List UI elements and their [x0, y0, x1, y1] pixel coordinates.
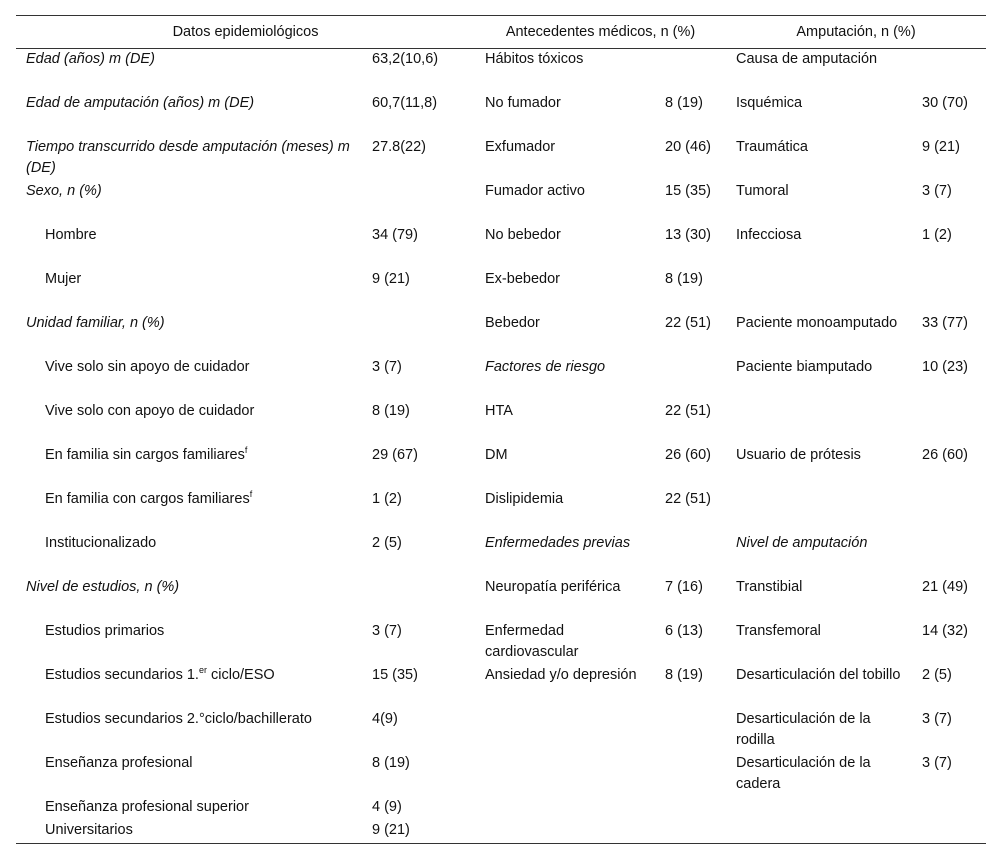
cell-value: 7 (16): [665, 579, 703, 595]
cell-value: [912, 797, 986, 820]
ordinal-mark: er: [198, 665, 207, 676]
cell-label: Exfumador: [485, 139, 556, 155]
cell-label: Universitarios: [16, 820, 362, 844]
cell-value: 34 (79): [372, 227, 418, 243]
cell-label: Dislipidemia: [485, 491, 564, 507]
table-row: [16, 269, 986, 313]
cell-value: [912, 401, 986, 445]
table-row: [16, 621, 986, 665]
cell-label: Tiempo transcurrido desde amputación (meses) m (DE): [26, 139, 350, 176]
cell-label: Enseñanza profesional superior: [45, 799, 249, 815]
cell-label: Fumador activo: [485, 183, 585, 199]
cell-value: 9 (21): [372, 271, 410, 287]
table-row: [16, 489, 986, 533]
cell-label: Desarticulación del tobillo: [736, 667, 901, 683]
cell-value: [912, 489, 986, 533]
table-row: [16, 93, 986, 137]
cell-value: 33 (77): [922, 315, 968, 331]
cell-label: Neuropatía periférica: [485, 579, 621, 595]
cell-label: [726, 820, 912, 844]
cell-label: Factores de riesgo: [485, 359, 606, 375]
cell-label: Vive solo sin apoyo de cuidador: [45, 359, 250, 375]
cell-label: Enfermedades previas: [485, 535, 631, 551]
cell-value: 63,2(10,6): [372, 51, 439, 67]
cell-value: 14 (32): [922, 623, 968, 639]
cell-value: 8 (19): [665, 95, 703, 111]
cell-value: 9 (21): [362, 820, 475, 844]
cell-value: 1 (2): [922, 227, 952, 243]
cell-value: [655, 753, 726, 797]
cell-label: Enfermedad cardiovascular: [485, 623, 579, 660]
cell-value: 3 (7): [922, 755, 952, 771]
cell-value: [912, 269, 986, 313]
cell-label: Hábitos tóxicos: [485, 51, 584, 67]
cell-label: Hombre: [45, 227, 97, 243]
cell-value: [655, 49, 726, 94]
cell-value: 8 (19): [665, 667, 703, 683]
table-row: [16, 577, 986, 621]
cell-value: 3 (7): [922, 183, 952, 199]
cell-value: 30 (70): [922, 95, 968, 111]
cell-value: [362, 577, 475, 621]
cell-label: [475, 709, 655, 753]
cell-label: Estudios primarios: [45, 623, 165, 639]
cell-label: Enseñanza profesional: [45, 755, 193, 771]
table-row: [16, 797, 986, 820]
cell-label-text: Estudios secundarios 1.: [45, 667, 199, 683]
cell-value: 3 (7): [372, 359, 402, 375]
cell-value: [655, 357, 726, 401]
table-row: [16, 357, 986, 401]
cell-label: [475, 797, 655, 820]
cell-label: [16, 489, 362, 533]
cell-label: Desarticulación de la rodilla: [736, 711, 871, 748]
cell-value: [655, 797, 726, 820]
cell-label: Institucionalizado: [45, 535, 157, 551]
cell-value: 29 (67): [372, 447, 418, 463]
table-row: [16, 533, 986, 577]
header-epidemiological-data: Datos epidemiológicos: [16, 16, 475, 49]
cell-label: Transtibial: [736, 579, 803, 595]
cell-label: Unidad familiar, n (%): [26, 315, 165, 331]
table-row: [16, 313, 986, 357]
cell-value: 4(9): [372, 711, 398, 727]
cell-value: [912, 49, 986, 94]
cell-value: 15 (35): [372, 667, 418, 683]
cell-label: Sexo, n (%): [26, 183, 102, 199]
cell-value: 8 (19): [372, 403, 410, 419]
cell-label: Edad (años) m (DE): [26, 51, 155, 67]
cell-value: [362, 181, 475, 225]
cell-label: Estudios secundarios 2.°ciclo/bachillerato: [45, 711, 312, 727]
cell-label: Tumoral: [736, 183, 789, 199]
cell-label: [726, 269, 912, 313]
cell-label: Nivel de estudios, n (%): [26, 579, 180, 595]
cell-value: 22 (51): [665, 315, 711, 331]
cell-label-text: En familia con cargos familiares: [45, 491, 250, 507]
cell-label: Traumática: [736, 139, 808, 155]
table-row: [16, 665, 986, 709]
cell-label: Ex-bebedor: [485, 271, 560, 287]
cell-value: 2 (5): [922, 667, 952, 683]
cell-label: Usuario de prótesis: [736, 447, 861, 463]
cell-value: 20 (46): [665, 139, 711, 155]
table-row: [16, 445, 986, 489]
table-row: [16, 401, 986, 445]
cell-label: Ansiedad y/o depresión: [485, 667, 637, 683]
cell-value: 13 (30): [665, 227, 711, 243]
cell-label: [16, 665, 362, 709]
cell-label: Paciente biamputado: [736, 359, 873, 375]
cell-value: 9 (21): [922, 139, 960, 155]
cell-label: [726, 797, 912, 820]
cell-label: [475, 753, 655, 797]
cell-label: Desarticulación de la cadera: [736, 755, 871, 792]
table-row: [16, 137, 986, 181]
cell-value: 3 (7): [922, 711, 952, 727]
cell-label: Isquémica: [736, 95, 803, 111]
header-amputation: Amputación, n (%): [726, 16, 986, 49]
cell-value: [655, 709, 726, 753]
cell-value: 27.8(22): [372, 139, 427, 155]
cell-label: [16, 445, 362, 489]
header-row: [16, 16, 986, 49]
cell-value: 8 (19): [665, 271, 703, 287]
cell-value: [655, 533, 726, 577]
cell-label: [475, 820, 655, 844]
cell-value: 22 (51): [665, 403, 711, 419]
cell-value: 3 (7): [372, 623, 402, 639]
cell-label: DM: [485, 447, 508, 463]
cell-label-text: En familia sin cargos familiares: [45, 447, 245, 463]
cell-value: 21 (49): [922, 579, 968, 595]
cell-label: [726, 489, 912, 533]
cell-value: [655, 820, 726, 844]
cell-label: Paciente monoamputado: [736, 315, 898, 331]
cell-label: Mujer: [45, 271, 82, 287]
table-row: [16, 49, 986, 94]
table-row: [16, 181, 986, 225]
cell-value: [912, 533, 986, 577]
cell-label: Vive solo con apoyo de cuidador: [45, 403, 255, 419]
cell-value: [912, 820, 986, 844]
cell-value: 6 (13): [665, 623, 703, 639]
cell-label: HTA: [485, 403, 513, 419]
table-row: [16, 820, 986, 844]
cell-value: 26 (60): [922, 447, 968, 463]
cell-label: Edad de amputación (años) m (DE): [26, 95, 255, 111]
cell-label: Causa de amputación: [736, 51, 878, 67]
cell-value: 26 (60): [665, 447, 711, 463]
cell-label: Bebedor: [485, 315, 540, 331]
cell-label: No fumador: [485, 95, 561, 111]
cell-value: 60,7(11,8): [372, 95, 438, 111]
cell-label: Transfemoral: [736, 623, 821, 639]
cell-value: [362, 313, 475, 357]
header-medical-history: Antecedentes médicos, n (%): [475, 16, 726, 49]
footnote-mark: f: [249, 489, 253, 500]
cell-label: [726, 401, 912, 445]
cell-value: 2 (5): [372, 535, 402, 551]
cell-label: Nivel de amputación: [736, 535, 868, 551]
cell-value: 8 (19): [372, 755, 410, 771]
cell-value: 10 (23): [922, 359, 968, 375]
cell-value: 1 (2): [372, 491, 402, 507]
cell-label: Infecciosa: [736, 227, 802, 243]
table-row: [16, 753, 986, 797]
epidemiology-table: [16, 15, 986, 844]
table-row: [16, 709, 986, 753]
cell-label-text: ciclo/ESO: [206, 667, 275, 683]
cell-value: 4 (9): [372, 799, 402, 815]
cell-label: No bebedor: [485, 227, 561, 243]
cell-value: 22 (51): [665, 491, 711, 507]
cell-value: 15 (35): [665, 183, 711, 199]
table-row: [16, 225, 986, 269]
footnote-mark: f: [244, 445, 248, 456]
